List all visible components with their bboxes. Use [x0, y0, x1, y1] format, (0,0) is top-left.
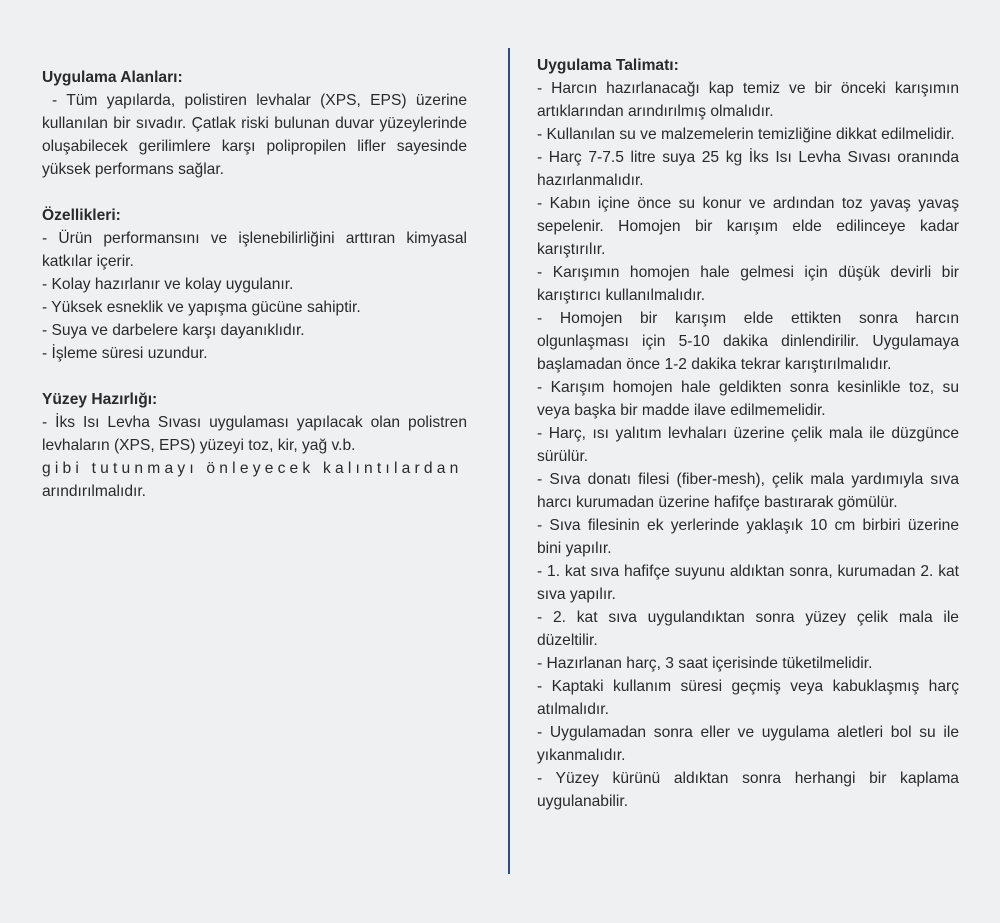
ozellik-item: - Yüksek esneklik ve yapışma gücüne sahiptir.: [42, 299, 361, 316]
uygulama-alanlari-text: - Tüm yapılarda, polistiren levhalar (XPS, EPS) üzerine kullanılan bir sıvadır. Çatlak riski bulunan duvar yüzeylerinde oluşabilecek gerilimlere karşı polipropilen lifler sayesinde yüksek performans sağlar.: [42, 92, 467, 178]
talimat-item: - Hazırlanan harç, 3 saat içerisinde tüketilmelidir.: [537, 655, 873, 672]
column-divider: [508, 48, 510, 874]
talimat-item: - Kaptaki kullanım süresi geçmiş veya kabuklaşmış harç atılmalıdır.: [537, 678, 959, 718]
heading-uygulama-alanlari: Uygulama Alanları:: [42, 69, 183, 86]
yuzey-hazirligi-text-end: arındırılmalıdır.: [42, 483, 146, 500]
left-column: [42, 66, 467, 526]
ozellik-item: - Ürün performansını ve işlenebilirliğini arttıran kimyasal katkılar içerir.: [42, 230, 467, 270]
right-column: [537, 54, 959, 813]
section-uygulama-alanlari: [42, 66, 467, 181]
talimat-item: - Uygulamadan sonra eller ve uygulama aletleri bol su ile yıkanmalıdır.: [537, 724, 959, 764]
yuzey-hazirligi-text-spaced: gibi tutunmayı önleyecek kalıntılardan: [42, 460, 463, 477]
section-yuzey-hazirligi: [42, 388, 467, 503]
ozellik-item: - İşleme süresi uzundur.: [42, 345, 208, 362]
ozellik-item: - Kolay hazırlanır ve kolay uygulanır.: [42, 276, 294, 293]
talimat-item: - Sıva filesinin ek yerlerinde yaklaşık 10 cm birbiri üzerine bini yapılır.: [537, 517, 959, 557]
section-ozellikleri: [42, 204, 467, 365]
talimat-item: - 1. kat sıva hafifçe suyunu aldıktan sonra, kurumadan 2. kat sıva yapılır.: [537, 563, 959, 603]
talimat-item: - Harç 7-7.5 litre suya 25 kg İks Isı Levha Sıvası oranında hazırlanmalıdır.: [537, 149, 959, 189]
talimat-item: - Kullanılan su ve malzemelerin temizliğine dikkat edilmelidir.: [537, 126, 955, 143]
talimat-item: - Karışım homojen hale geldikten sonra kesinlikle toz, su veya başka bir madde ilave edilmemelidir.: [537, 379, 959, 419]
talimat-item: - Homojen bir karışım elde ettikten sonra harcın olgunlaşması için 5-10 dakika dinlendirilir. Uygulamaya başlamadan önce 1-2 dakika tekrar karıştırılmalıdır.: [537, 310, 959, 373]
talimat-item: - Yüzey kürünü aldıktan sonra herhangi bir kaplama uygulanabilir.: [537, 770, 959, 810]
ozellik-item: - Suya ve darbelere karşı dayanıklıdır.: [42, 322, 305, 339]
talimat-item: - Kabın içine önce su konur ve ardından toz yavaş yavaş sepelenir. Homojen bir karışım elde edilinceye kadar karıştırılır.: [537, 195, 959, 258]
talimat-item: - Sıva donatı filesi (fiber-mesh), çelik mala yardımıyla sıva harcı kurumadan üzerine hafifçe bastırarak gömülür.: [537, 471, 959, 511]
heading-uygulama-talimati: Uygulama Talimatı:: [537, 57, 679, 74]
talimat-item: - Karışımın homojen hale gelmesi için düşük devirli bir karıştırıcı kullanılmalıdır.: [537, 264, 959, 304]
talimat-item: - Harcın hazırlanacağı kap temiz ve bir önceki karışımın artıklarından arındırılmış olmalıdır.: [537, 80, 959, 120]
heading-yuzey-hazirligi: Yüzey Hazırlığı:: [42, 391, 158, 408]
talimat-item: - 2. kat sıva uygulandıktan sonra yüzey çelik mala ile düzeltilir.: [537, 609, 959, 649]
yuzey-hazirligi-text: - İks Isı Levha Sıvası uygulaması yapılacak olan polistren levhaların (XPS, EPS) yüzeyi toz, kir, yağ v.b.: [42, 414, 467, 454]
heading-ozellikleri: Özellikleri:: [42, 207, 121, 224]
talimat-item: - Harç, ısı yalıtım levhaları üzerine çelik mala ile düzgünce sürülür.: [537, 425, 959, 465]
